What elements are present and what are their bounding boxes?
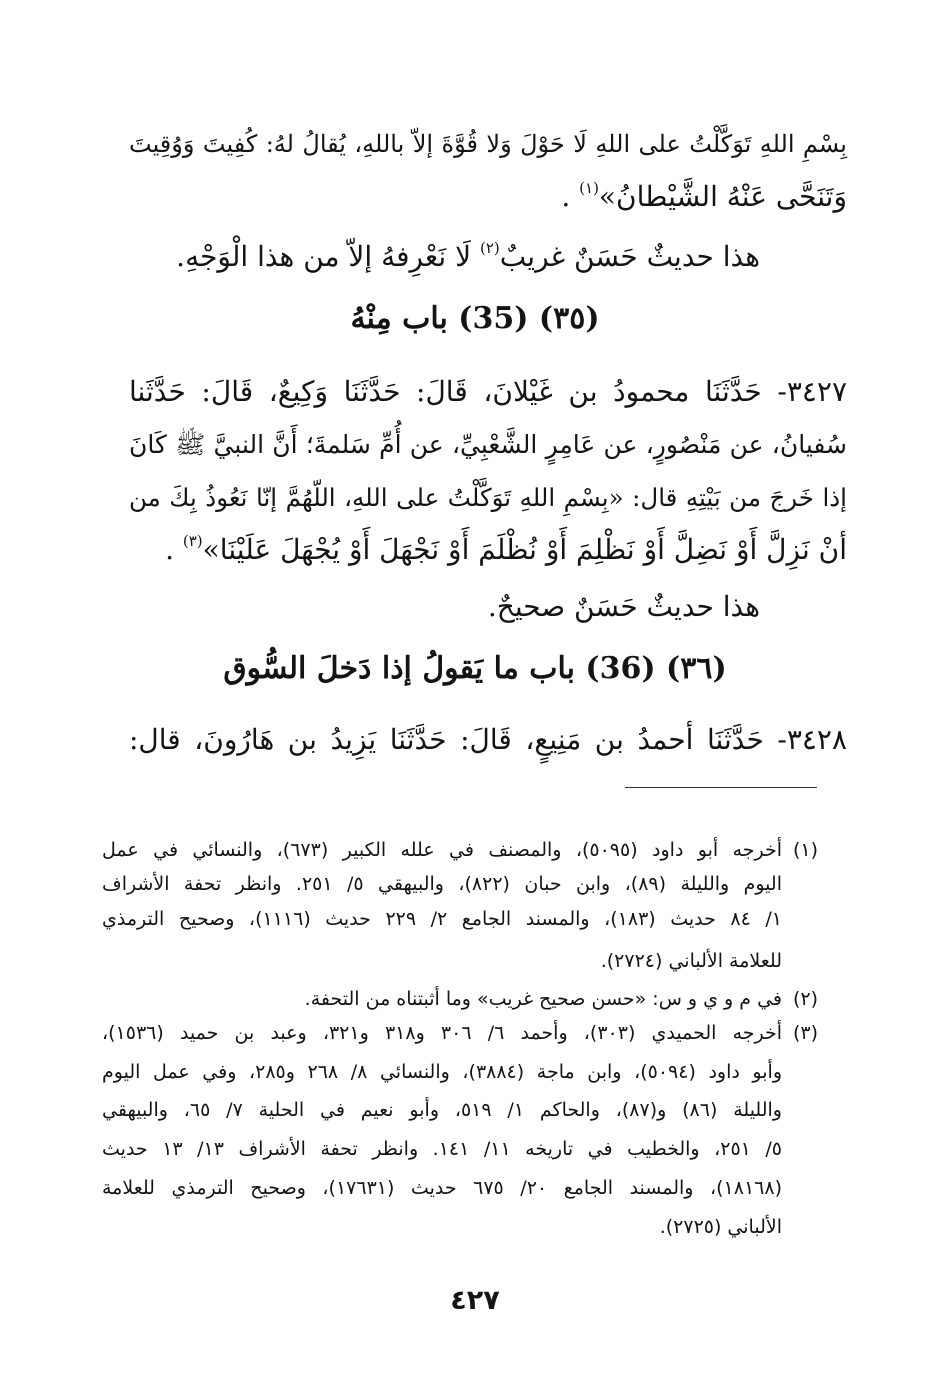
chapter-heading-36: (٣٦) (36) باب ما يَقولُ إذا دَخلَ السُّوق — [223, 651, 727, 686]
hadith-grade-line — [176, 237, 760, 277]
page-number: ٤٢٧ — [450, 1285, 500, 1316]
footnote-marker-2: (٢) — [480, 239, 500, 257]
hadith-3427-line-3: إذا خَرجَ من بَيْتِهِ قال: «بِسْمِ اللهِ تَوَكَّلْتُ على اللهِ، اللّهُمَّ إنّا نَعُوذُ بِكَ من — [129, 483, 847, 512]
text-line-2 — [561, 177, 847, 217]
footnote-number-3: (٣) — [792, 1022, 818, 1044]
footnote-3-line-4: ٥/ ٢٥١، والخطيب في تاريخه ١١/ ١٤١. وانظر تحفة الأشراف ١٣/ ١٣ حديث — [102, 1138, 783, 1160]
hadith-3427-line-2: سُفيانُ، عن مَنْصُورٍ، عن عَامِرٍ الشَّعْبِيِّ، عن أُمِّ سَلمةَ؛ أَنَّ النبيَّ ﷺ كَانَ — [129, 430, 847, 459]
footnote-separator — [625, 787, 817, 788]
footnote-2-line-1: في م و ي و س: «حسن صحيح غريب» وما أثبتناه من التحفة. — [304, 988, 782, 1010]
footnote-3-line-1: أخرجه الحميدي (٣٠٣)، وأحمد ٦/ ٣٠٦ و٣١٨ و٣٢١، وعبد بن حميد (١٥٣٦)، — [102, 1022, 783, 1044]
footnote-1-line-4: للعلامة الألباني (٢٧٢٤). — [600, 950, 782, 972]
text-line-1: بِسْمِ اللهِ تَوَكَّلْتُ على اللهِ لَا حَوْلَ وَلا قُوَّةَ إلاّ باللهِ، يُقالُ لهُ: كُفِيتَ وَوُقِيتَ — [129, 130, 847, 158]
footnote-number-2: (٢) — [792, 988, 818, 1010]
footnote-number-1: (١) — [792, 839, 818, 861]
chapter-heading-35: (٣٥) (35) باب مِنْهُ — [350, 301, 600, 336]
hadith-3428-line-1: ٣٤٢٨- حَدَّثَنَا أحمدُ بن مَنِيعٍ، قَالَ: حَدَّثَنَا يَزِيدُ بن هَارُونَ، قال: — [129, 723, 847, 756]
text-segment: . — [165, 533, 183, 566]
text-segment: وَتَنَحَّى عَنْهُ الشَّيْطانُ» — [598, 180, 847, 213]
footnote-3-line-5: (١٨١٦٨)، والمسند الجامع ٢٠/ ٦٧٥ حديث (١٧٦٣١)، وصحيح الترمذي للعلامة — [102, 1177, 782, 1199]
hadith-3427-line-4 — [165, 530, 847, 570]
footnote-1-line-1: أخرجه أبو داود (٥٠٩٥)، والمصنف في علله الكبير (٦٧٣)، والنسائي في عمل — [102, 839, 783, 861]
hadith-3427-line-1: ٣٤٢٧- حَدَّثَنَا محمودُ بن غَيْلانَ، قَالَ: حَدَّثَنَا وَكِيعٌ، قَالَ: حَدَّثَنا — [129, 375, 847, 408]
footnote-3-line-2: وأبو داود (٥٠٩٤)، وابن ماجة (٣٨٨٤)، والنسائي ٨/ ٢٦٨ و٢٨٥، وفي عمل اليوم — [102, 1061, 782, 1083]
text-segment: . — [561, 180, 580, 213]
footnote-marker-1: (١) — [579, 179, 599, 197]
footnote-marker-3: (٣) — [182, 532, 203, 550]
hadith-grade-line-2: هذا حديثٌ حَسَنٌ صحيحٌ. — [487, 590, 760, 623]
footnote-3-line-6: الألباني (٢٧٢٥). — [659, 1216, 782, 1238]
text-segment: لَا نَعْرِفهُ إلاّ من هذا الْوَجْهِ. — [176, 240, 480, 273]
footnote-1-line-3: ١/ ٨٤ حديث (١٨٣)، والمسند الجامع ٢/ ٢٢٩ حديث (١١١٦)، وصحيح الترمذي — [102, 908, 782, 930]
footnote-1-line-2: اليوم والليلة (٨٩)، وابن حبان (٨٢٢)، والبيهقي ٥/ ٢٥١. وانظر تحفة الأشراف — [102, 873, 782, 895]
text-segment: أنْ نَزِلَّ أَوْ نَضِلَّ أَوْ نَظْلِمَ أَوْ نُظْلَمَ أَوْ نَجْهَلَ أَوْ يُجْهَلَ عَلَيْنَا» — [202, 533, 847, 566]
text-segment: هذا حديثٌ حَسَنٌ غريبٌ — [499, 240, 760, 273]
footnote-3-line-3: والليلة (٨٦) و(٨٧)، والحاكم ١/ ٥١٩، وأبو نعيم في الحلية ٧/ ٦٥، والبيهقي — [102, 1099, 782, 1121]
